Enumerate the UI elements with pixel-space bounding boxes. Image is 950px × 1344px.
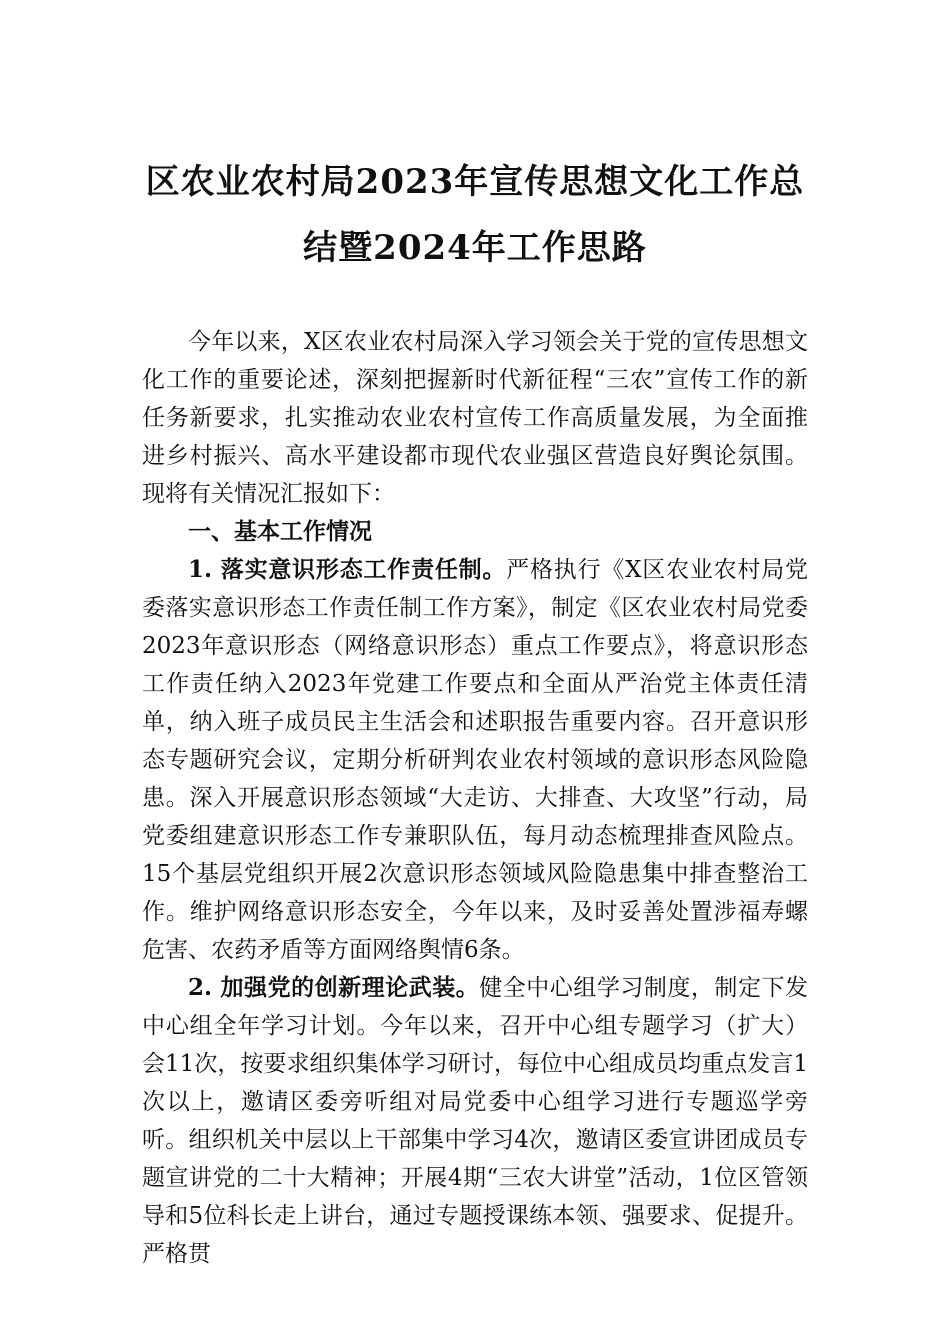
- item-1-text: 严格执行《X区农业农村局党委落实意识形态工作责任制工作方案》，制定《区农业农村局党委2023年意识形态（网络意识形态）重点工作要点》，将意识形态工作责任纳入2023年党建工作要点和全面从严治党主体责任清单，纳入班子成员民主生活会和述职报告重要内容。召开意识形态专题研究会议，定期分析研判农业农村领域的意识形态风险隐患。深入开展意识形态领域“大走访、大排查、大攻坚”行动，局党委组建意识形态工作专兼职队伍，每月动态梳理排查风险点。15个基层党组织开展2次意识形态领域风险隐患集中排查整治工作。维护网络意识形态安全，今年以来，及时妥善处置涉福寿螺危害、农药矛盾等方面网络舆情6条。: [142, 557, 808, 963]
- item-1-lead: 1. 落实意识形态工作责任制。: [188, 556, 507, 583]
- item-2-paragraph: [142, 969, 808, 1273]
- intro-paragraph: 今年以来，X区农业农村局深入学习领会关于党的宣传思想文化工作的重要论述，深刻把握新时代新征程“三农”宣传工作的新任务新要求，扎实推动农业农村宣传工作高质量发展，为全面推进乡村振兴、高水平建设都市现代农业强区营造良好舆论氛围。现将有关情况汇报如下：: [142, 329, 808, 507]
- section-heading-basic-work: 一、基本工作情况: [188, 518, 372, 545]
- document-title-line-2: 结暨2024年工作思路: [303, 228, 647, 268]
- item-1-paragraph: [142, 551, 808, 969]
- item-2-text: 健全中心组学习制度，制定下发中心组全年学习计划。今年以来，召开中心组专题学习（扩大）会11次，按要求组织集体学习研讨，每位中心组成员均重点发言1次以上，邀请区委旁听组对局党委中心组学习进行专题巡学旁听。组织机关中层以上干部集中学习4次，邀请区委宣讲团成员专题宣讲党的二十大精神；开展4期“三农大讲堂”活动，1位区管领导和5位科长走上讲台，通过专题授课练本领、强要求、促提升。严格贯: [142, 975, 808, 1267]
- item-2-lead: 2. 加强党的创新理论武装。: [188, 974, 480, 1001]
- document-body: [142, 323, 808, 1273]
- document-title-line-1: 区农业农村局2023年宣传思想文化工作总: [145, 162, 805, 202]
